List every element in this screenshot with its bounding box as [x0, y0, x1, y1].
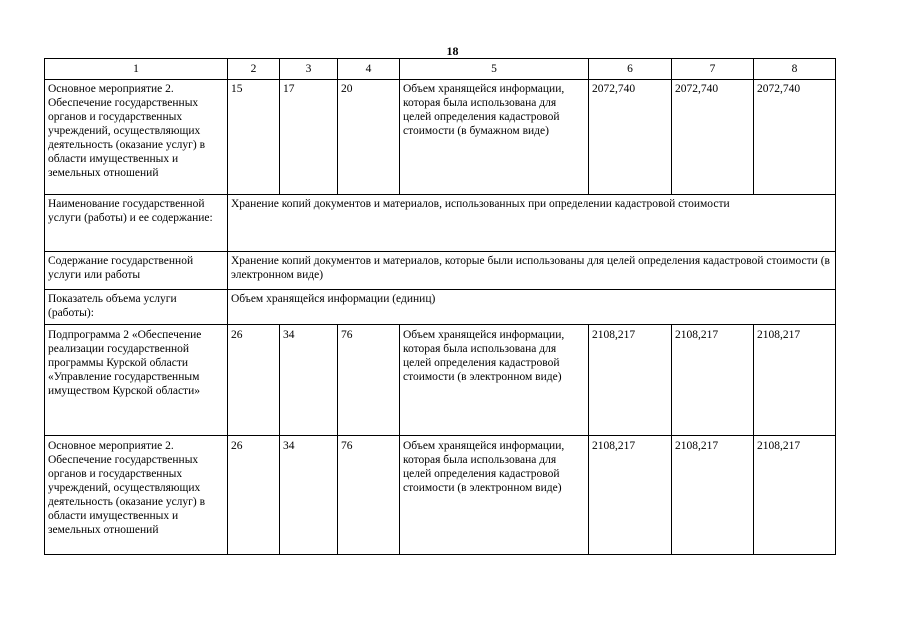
- table-row: [45, 325, 836, 436]
- row-label-cell: Наименование государственной услуги (работы) и ее содержание:: [45, 195, 228, 252]
- value-cell: 2108,217: [672, 436, 754, 555]
- row-text-cell: Объем хранящейся информации (единиц): [228, 290, 836, 325]
- row-label-cell: Показатель объема услуги (работы):: [45, 290, 228, 325]
- data-table: [44, 58, 836, 555]
- value-cell: 2108,217: [754, 325, 836, 436]
- table-row: [45, 80, 836, 195]
- row-text-cell: Хранение копий документов и материалов, использованных при определении кадастровой стоимости: [228, 195, 836, 252]
- table-row: [45, 436, 836, 555]
- header-cell: 3: [280, 59, 338, 80]
- activity-name-cell: Подпрограмма 2 «Обеспечение реализации государственной программы Курской области «Управление государственным имуществом Курской области»: [45, 325, 228, 436]
- page-number: 18: [446, 44, 459, 58]
- indicator-cell: Объем хранящейся информации, которая была использована для целей определения кадастровой стоимости (в электронном виде): [400, 325, 589, 436]
- value-cell: 76: [338, 325, 400, 436]
- value-cell: 2108,217: [589, 325, 672, 436]
- table-row: [45, 252, 836, 290]
- value-cell: 2108,217: [589, 436, 672, 555]
- value-cell: 34: [280, 436, 338, 555]
- header-cell: 4: [338, 59, 400, 80]
- value-cell: 17: [280, 80, 338, 195]
- table-row: [45, 290, 836, 325]
- activity-name-cell: Основное мероприятие 2. Обеспечение государственных органов и государственных учреждений, осуществляющих деятельность (оказание услуг) в области имущественных и земельных отношений: [45, 436, 228, 555]
- row-text-cell: Хранение копий документов и материалов, которые были использованы для целей определения кадастровой стоимости (в электронном виде): [228, 252, 836, 290]
- value-cell: 26: [228, 436, 280, 555]
- value-cell: 20: [338, 80, 400, 195]
- value-cell: 2072,740: [589, 80, 672, 195]
- header-cell: 1: [45, 59, 228, 80]
- header-cell: 6: [589, 59, 672, 80]
- header-cell: 7: [672, 59, 754, 80]
- indicator-cell: Объем хранящейся информации, которая была использована для целей определения кадастровой стоимости (в бумажном виде): [400, 80, 589, 195]
- row-label-cell: Содержание государственной услуги или работы: [45, 252, 228, 290]
- value-cell: 26: [228, 325, 280, 436]
- header-cell: 5: [400, 59, 589, 80]
- activity-name-cell: Основное мероприятие 2. Обеспечение государственных органов и государственных учреждений, осуществляющих деятельность (оказание услуг) в области имущественных и земельных отношений: [45, 80, 228, 195]
- value-cell: 15: [228, 80, 280, 195]
- value-cell: 2108,217: [672, 325, 754, 436]
- header-cell: 2: [228, 59, 280, 80]
- header-cell: 8: [754, 59, 836, 80]
- table-row: [45, 195, 836, 252]
- value-cell: 34: [280, 325, 338, 436]
- value-cell: 2072,740: [754, 80, 836, 195]
- value-cell: 2072,740: [672, 80, 754, 195]
- table-header-row: [45, 59, 836, 80]
- value-cell: 2108,217: [754, 436, 836, 555]
- indicator-cell: Объем хранящейся информации, которая была использована для целей определения кадастровой стоимости (в электронном виде): [400, 436, 589, 555]
- value-cell: 76: [338, 436, 400, 555]
